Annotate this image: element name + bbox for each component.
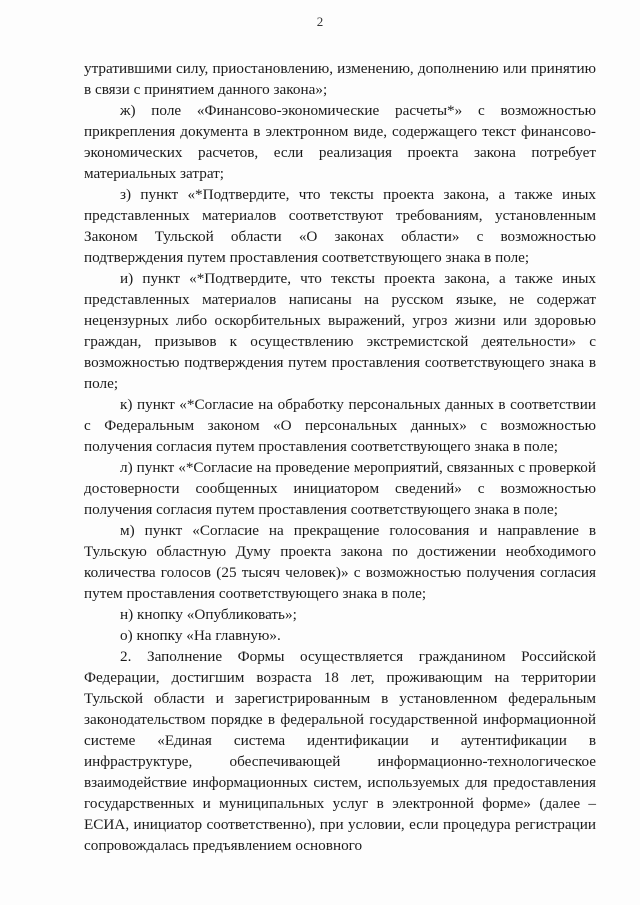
paragraph-item-zh: ж) поле «Финансово-экономические расчеты*» с возможностью прикрепления документа в электронном виде, содержащего текст финансово-экономических расчетов, если реализация проекта закона потребует материальных затрат;	[84, 102, 596, 182]
paragraph-section-2: 2. Заполнение Формы осуществляется гражданином Российской Федерации, достигшим возраста 18 лет, проживающим на территории Тульской области и зарегистрированным в установленном федеральным законодательством порядке в федеральной государственной информационной системе «Единая система идентификации и аутентификации в инфраструктуре, обеспечивающей информационно-технологическое взаимодействие информационных систем, используемых для предоставления государственных и муниципальных услуг в электронной форме» (далее – ЕСИА, инициатор соответственно), при условии, если процедура регистрации сопровождалась предъявлением основного	[84, 648, 596, 854]
paragraph-item-n: н) кнопку «Опубликовать»;	[120, 606, 297, 623]
paragraph-item-o: о) кнопку «На главную».	[120, 627, 281, 644]
paragraph-item-l: л) пункт «*Согласие на проведение мероприятий, связанных с проверкой достоверности сообщенных инициатором сведений» с возможностью получения согласия путем проставления соответствующего знака в поле;	[84, 459, 596, 518]
paragraph-item-z: з) пункт «*Подтвердите, что тексты проекта закона, а также иных представленных материалов соответствуют требованиям, установленным Законом Тульской области «О законах области» с возможностью подтверждения путем проставления соответствующего знака в поле;	[84, 186, 596, 266]
document-body	[84, 58, 596, 856]
paragraph-item-i: и) пункт «*Подтвердите, что тексты проекта закона, а также иных представленных материалов написаны на русском языке, не содержат нецензурных либо оскорбительных выражений, угроз жизни или здоровью граждан, призывов к осуществлению экстремистской деятельности» с возможностью подтверждения путем проставления соответствующего знака в поле;	[84, 270, 596, 392]
paragraph-item-m: м) пункт «Согласие на прекращение голосования и направление в Тульскую областную Думу проекта закона по достижении необходимого количества голосов (25 тысяч человек)» с возможностью получения согласия путем проставления соответствующего знака в поле;	[84, 522, 596, 602]
paragraph-item-k: к) пункт «*Согласие на обработку персональных данных в соответствии с Федеральным законом «О персональных данных» с возможностью получения согласия путем проставления соответствующего знака в поле;	[84, 396, 596, 455]
page-number: 2	[316, 14, 324, 29]
paragraph-continuation: утратившими силу, приостановлению, изменению, дополнению или принятию в связи с принятием данного закона»;	[84, 60, 596, 98]
